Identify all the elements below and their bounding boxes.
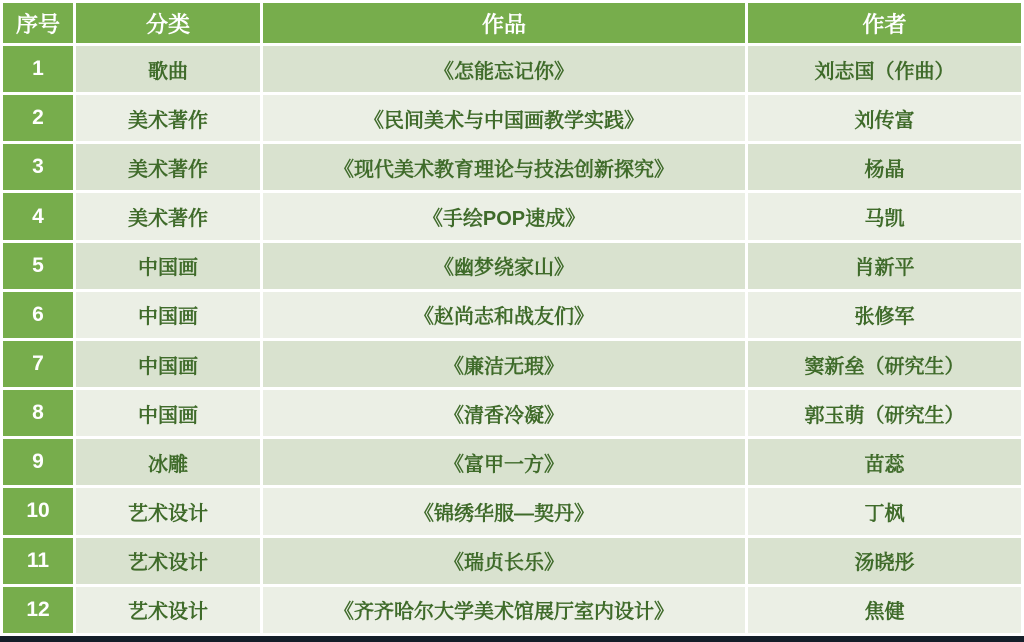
row-index-cell: 3 bbox=[3, 144, 73, 190]
row-index-cell: 7 bbox=[3, 341, 73, 387]
row-work-cell: 《瑞贞长乐》 bbox=[263, 538, 745, 584]
table-row bbox=[3, 46, 1021, 92]
row-index-cell: 5 bbox=[3, 243, 73, 289]
row-category-cell: 中国画 bbox=[76, 341, 260, 387]
row-category-cell: 艺术设计 bbox=[76, 587, 260, 633]
row-index-cell: 12 bbox=[3, 587, 73, 633]
row-work-cell: 《手绘POP速成》 bbox=[263, 193, 745, 239]
row-work-cell: 《现代美术教育理论与技法创新探究》 bbox=[263, 144, 745, 190]
table-row bbox=[3, 193, 1021, 239]
row-work-cell: 《富甲一方》 bbox=[263, 439, 745, 485]
row-work-cell: 《廉洁无瑕》 bbox=[263, 341, 745, 387]
row-index-cell: 1 bbox=[3, 46, 73, 92]
row-author-cell: 马凯 bbox=[748, 193, 1021, 239]
row-category-cell: 艺术设计 bbox=[76, 488, 260, 534]
table-row bbox=[3, 341, 1021, 387]
row-work-cell: 《清香冷凝》 bbox=[263, 390, 745, 436]
table-row bbox=[3, 95, 1021, 141]
row-work-cell: 《幽梦绕家山》 bbox=[263, 243, 745, 289]
table-row bbox=[3, 439, 1021, 485]
row-work-cell: 《怎能忘记你》 bbox=[263, 46, 745, 92]
row-work-cell: 《赵尚志和战友们》 bbox=[263, 292, 745, 338]
row-index-cell: 2 bbox=[3, 95, 73, 141]
row-author-cell: 肖新平 bbox=[748, 243, 1021, 289]
row-category-cell: 冰雕 bbox=[76, 439, 260, 485]
row-category-cell: 中国画 bbox=[76, 390, 260, 436]
row-author-cell: 丁枫 bbox=[748, 488, 1021, 534]
table-row bbox=[3, 243, 1021, 289]
row-index-cell: 6 bbox=[3, 292, 73, 338]
table-row bbox=[3, 587, 1021, 633]
row-author-cell: 杨晶 bbox=[748, 144, 1021, 190]
row-author-cell: 苗蕊 bbox=[748, 439, 1021, 485]
row-category-cell: 歌曲 bbox=[76, 46, 260, 92]
row-index-cell: 4 bbox=[3, 193, 73, 239]
table-row bbox=[3, 292, 1021, 338]
table-body bbox=[3, 46, 1021, 633]
row-author-cell: 焦健 bbox=[748, 587, 1021, 633]
row-index-cell: 10 bbox=[3, 488, 73, 534]
row-category-cell: 美术著作 bbox=[76, 144, 260, 190]
table-row bbox=[3, 488, 1021, 534]
row-work-cell: 《民间美术与中国画教学实践》 bbox=[263, 95, 745, 141]
table-row bbox=[3, 538, 1021, 584]
row-work-cell: 《齐齐哈尔大学美术馆展厅室内设计》 bbox=[263, 587, 745, 633]
row-category-cell: 美术著作 bbox=[76, 95, 260, 141]
row-author-cell: 窦新垒（研究生） bbox=[748, 341, 1021, 387]
row-category-cell: 美术著作 bbox=[76, 193, 260, 239]
row-category-cell: 艺术设计 bbox=[76, 538, 260, 584]
row-category-cell: 中国画 bbox=[76, 292, 260, 338]
row-author-cell: 汤晓彤 bbox=[748, 538, 1021, 584]
header-cell-work: 作品 bbox=[263, 3, 745, 43]
row-author-cell: 刘志国（作曲） bbox=[748, 46, 1021, 92]
row-category-cell: 中国画 bbox=[76, 243, 260, 289]
header-cell-index: 序号 bbox=[3, 3, 73, 43]
row-index-cell: 11 bbox=[3, 538, 73, 584]
row-index-cell: 9 bbox=[3, 439, 73, 485]
row-author-cell: 刘传富 bbox=[748, 95, 1021, 141]
table-row bbox=[3, 390, 1021, 436]
header-cell-author: 作者 bbox=[748, 3, 1021, 43]
header-cell-category: 分类 bbox=[76, 3, 260, 43]
row-work-cell: 《锦绣华服—契丹》 bbox=[263, 488, 745, 534]
bottom-accent-bar bbox=[0, 636, 1024, 642]
row-author-cell: 郭玉萌（研究生） bbox=[748, 390, 1021, 436]
row-index-cell: 8 bbox=[3, 390, 73, 436]
header-row bbox=[3, 3, 1021, 43]
table-row bbox=[3, 144, 1021, 190]
row-author-cell: 张修军 bbox=[748, 292, 1021, 338]
